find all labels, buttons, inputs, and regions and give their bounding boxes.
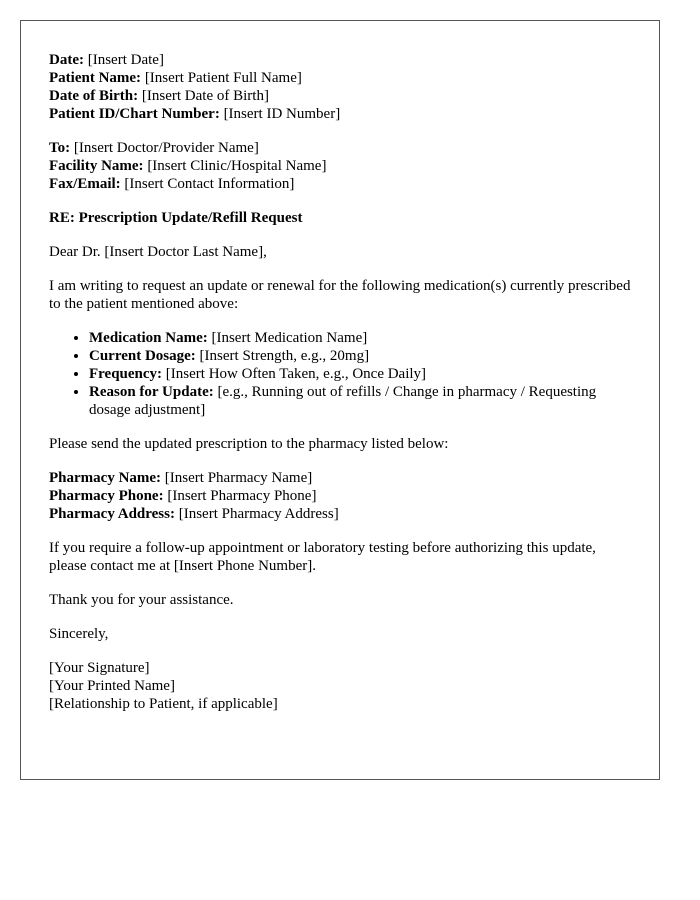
pharmacy-address-label: Pharmacy Address: bbox=[49, 506, 175, 522]
date-value: [Insert Date] bbox=[87, 52, 164, 68]
medication-name-value: [Insert Medication Name] bbox=[211, 330, 368, 346]
patient-id-line bbox=[49, 105, 631, 123]
medication-name-label: Medication Name: bbox=[89, 330, 208, 346]
signature-block bbox=[49, 659, 631, 713]
recipient-block bbox=[49, 139, 631, 193]
pharmacy-phone-label: Pharmacy Phone: bbox=[49, 488, 164, 504]
list-item bbox=[89, 365, 631, 383]
to-label: To: bbox=[49, 140, 71, 156]
reason-label: Reason for Update: bbox=[89, 384, 214, 400]
subject-line: RE: Prescription Update/Refill Request bbox=[49, 210, 303, 226]
date-label: Date: bbox=[49, 52, 84, 68]
closing: Sincerely, bbox=[49, 626, 109, 642]
medication-list bbox=[49, 329, 631, 419]
frequency-label: Frequency: bbox=[89, 366, 163, 382]
pharmacy-address-value: [Insert Pharmacy Address] bbox=[178, 506, 339, 522]
fax-label: Fax/Email: bbox=[49, 176, 121, 192]
pharmacy-name-line bbox=[49, 469, 631, 487]
list-item bbox=[89, 383, 631, 419]
date-line bbox=[49, 51, 631, 69]
list-item bbox=[89, 347, 631, 365]
dob-line bbox=[49, 87, 631, 105]
pharmacy-phone-line bbox=[49, 487, 631, 505]
letter-page bbox=[20, 20, 660, 780]
facility-value: [Insert Clinic/Hospital Name] bbox=[147, 158, 327, 174]
patient-info-block bbox=[49, 51, 631, 123]
pharmacy-address-line bbox=[49, 505, 631, 523]
to-line bbox=[49, 139, 631, 157]
to-value: [Insert Doctor/Provider Name] bbox=[73, 140, 259, 156]
facility-line bbox=[49, 157, 631, 175]
pharmacy-intro: Please send the updated prescription to the pharmacy listed below: bbox=[49, 436, 449, 452]
patient-name-label: Patient Name: bbox=[49, 70, 142, 86]
fax-line bbox=[49, 175, 631, 193]
dob-label: Date of Birth: bbox=[49, 88, 139, 104]
patient-id-value: [Insert ID Number] bbox=[223, 106, 341, 122]
pharmacy-phone-value: [Insert Pharmacy Phone] bbox=[167, 488, 317, 504]
printed-name-line: [Your Printed Name] bbox=[49, 678, 175, 694]
thanks-paragraph: Thank you for your assistance. bbox=[49, 592, 234, 608]
list-item bbox=[89, 329, 631, 347]
fax-value: [Insert Contact Information] bbox=[124, 176, 295, 192]
dob-value: [Insert Date of Birth] bbox=[141, 88, 269, 104]
pharmacy-name-label: Pharmacy Name: bbox=[49, 470, 162, 486]
patient-id-label: Patient ID/Chart Number: bbox=[49, 106, 220, 122]
patient-name-value: [Insert Patient Full Name] bbox=[144, 70, 302, 86]
dosage-label: Current Dosage: bbox=[89, 348, 196, 364]
dosage-value: [Insert Strength, e.g., 20mg] bbox=[199, 348, 370, 364]
followup-paragraph: If you require a follow-up appointment or laboratory testing before authorizing this update, please contact me at [Insert Phone Number]. bbox=[49, 540, 596, 574]
pharmacy-block bbox=[49, 469, 631, 523]
patient-name-line bbox=[49, 69, 631, 87]
intro-paragraph: I am writing to request an update or renewal for the following medication(s) currently prescribed to the patient mentioned above: bbox=[49, 278, 631, 312]
facility-label: Facility Name: bbox=[49, 158, 144, 174]
relationship-line: [Relationship to Patient, if applicable] bbox=[49, 696, 278, 712]
signature-line: [Your Signature] bbox=[49, 660, 150, 676]
reason-value: [e.g., Running out of refills / Change in pharmacy / Requesting dosage adjustment] bbox=[89, 384, 597, 418]
frequency-value: [Insert How Often Taken, e.g., Once Daily] bbox=[165, 366, 427, 382]
pharmacy-name-value: [Insert Pharmacy Name] bbox=[164, 470, 313, 486]
salutation: Dear Dr. [Insert Doctor Last Name], bbox=[49, 244, 267, 260]
